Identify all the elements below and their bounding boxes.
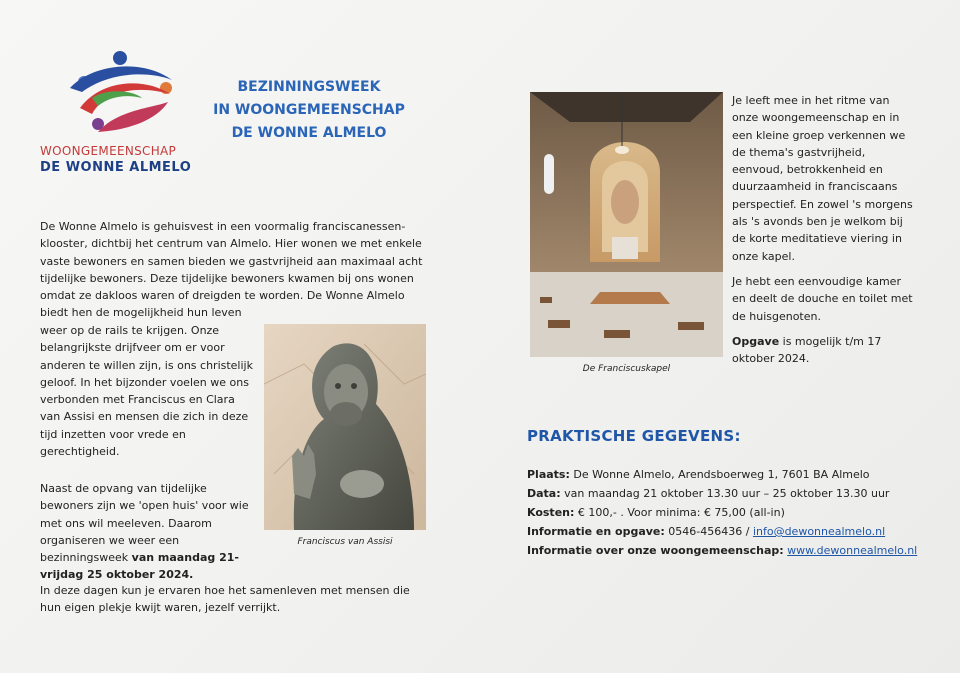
email-link[interactable]: info@dewonnealmelo.nl: [752, 525, 886, 538]
website-label: Informatie over onze woongemeenschap:: [527, 544, 784, 557]
statue-image: [264, 324, 426, 530]
title-line-2: IN WOONGEMEENSCHAP: [213, 102, 405, 118]
title-line-1: BEZINNINGSWEEK: [237, 79, 381, 95]
costs-row: [527, 503, 937, 522]
logo-line-1: WOONGEMEENSCHAP: [40, 144, 177, 158]
registration-label: Opgave: [732, 334, 780, 348]
info-phone: 0546-456436 /: [664, 525, 753, 538]
place-label: Plaats:: [527, 468, 570, 481]
practical-info: [527, 465, 937, 560]
info-row: [527, 522, 937, 541]
open-house-text: Naast de opvang van tijdelijke bewoners zijn we 'open huis' voor wie met ons wil meeleven. Daarom organiseren we weer een bezinningsweek: [40, 482, 249, 565]
intro-paragraph: De Wonne Almelo is gehuisvest in een voormalig franciscanessen-klooster, dichtbij het centrum van Almelo. Hier wonen we met enkele vaste bewoners en samen bieden we gastvrijheid aan maximaal acht tijdelijke bewoners. Deze tijdelijke bewoners kwamen bij ons wonen omdat ze dakloos waren of dreigden te worden. De Wonne Almelo biedt hen de mogelijkheid hun leven: [40, 220, 423, 320]
dates-label: Data:: [527, 487, 561, 500]
registration-text: is mogelijk t/m 17 oktober 2024.: [732, 334, 882, 366]
costs-value: € 100,- . Voor minima: € 75,00 (all-in): [574, 506, 785, 519]
right-column: [732, 92, 916, 375]
title-line-3: DE WONNE ALMELO: [231, 125, 387, 141]
website-row: [527, 541, 937, 560]
community-logo-icon: [62, 48, 182, 140]
experience-paragraph: In deze dagen kun je ervaren hoe het samenleven met mensen die hun eigen plekje kwijt waren, jezelf verrijkt.: [40, 584, 410, 615]
costs-label: Kosten:: [527, 506, 575, 519]
logo-line-2: DE WONNE ALMELO: [40, 160, 192, 175]
dates-row: [527, 484, 937, 503]
website-link[interactable]: www.dewonnealmelo.nl: [787, 544, 918, 557]
room-paragraph: Je hebt een eenvoudige kamer en deelt de douche en toilet met de huisgenoten.: [732, 274, 913, 323]
open-house-paragraph: [40, 480, 258, 584]
practical-title: PRAKTISCHE GEGEVENS:: [527, 427, 741, 445]
dates-value: van maandag 21 oktober 13.30 uur – 25 oktober 13.30 uur: [560, 487, 890, 500]
page-title: [200, 76, 418, 145]
intro-paragraph-continued: weer op de rails te krijgen. Onze belangrijkste drijfveer om er voor anderen te willen zijn, is ons christelijk geloof. In het bijzonder voelen we ons verbonden met Franciscus en Clara van Assisi en mensen die zich in deze tijd inzetten voor vrede en gerechtigheid.: [40, 324, 253, 459]
week-dates: van maandag 21-vrijdag 25 oktober 2024.: [40, 551, 239, 582]
place-row: [527, 465, 937, 484]
place-value: De Wonne Almelo, Arendsboerweg 1, 7601 BA Almelo: [569, 468, 870, 481]
registration-paragraph: [732, 333, 916, 368]
rhythm-paragraph: Je leeft mee in het ritme van onze woongemeenschap en in een kleine groep verkennen we de thema's gastvrijheid, eenvoud, betrokkenheid en duurzaamheid in franciscaans perspectief. En zowel 's morgens als 's avonds ben je welkom bij de korte meditatieve viering in onze kapel.: [732, 94, 913, 263]
chapel-caption: De Franciscuskapel: [582, 364, 671, 374]
info-label: Informatie en opgave:: [527, 525, 665, 538]
chapel-image: [530, 92, 723, 357]
statue-caption: Franciscus van Assisi: [297, 537, 393, 547]
logo: [40, 48, 210, 175]
